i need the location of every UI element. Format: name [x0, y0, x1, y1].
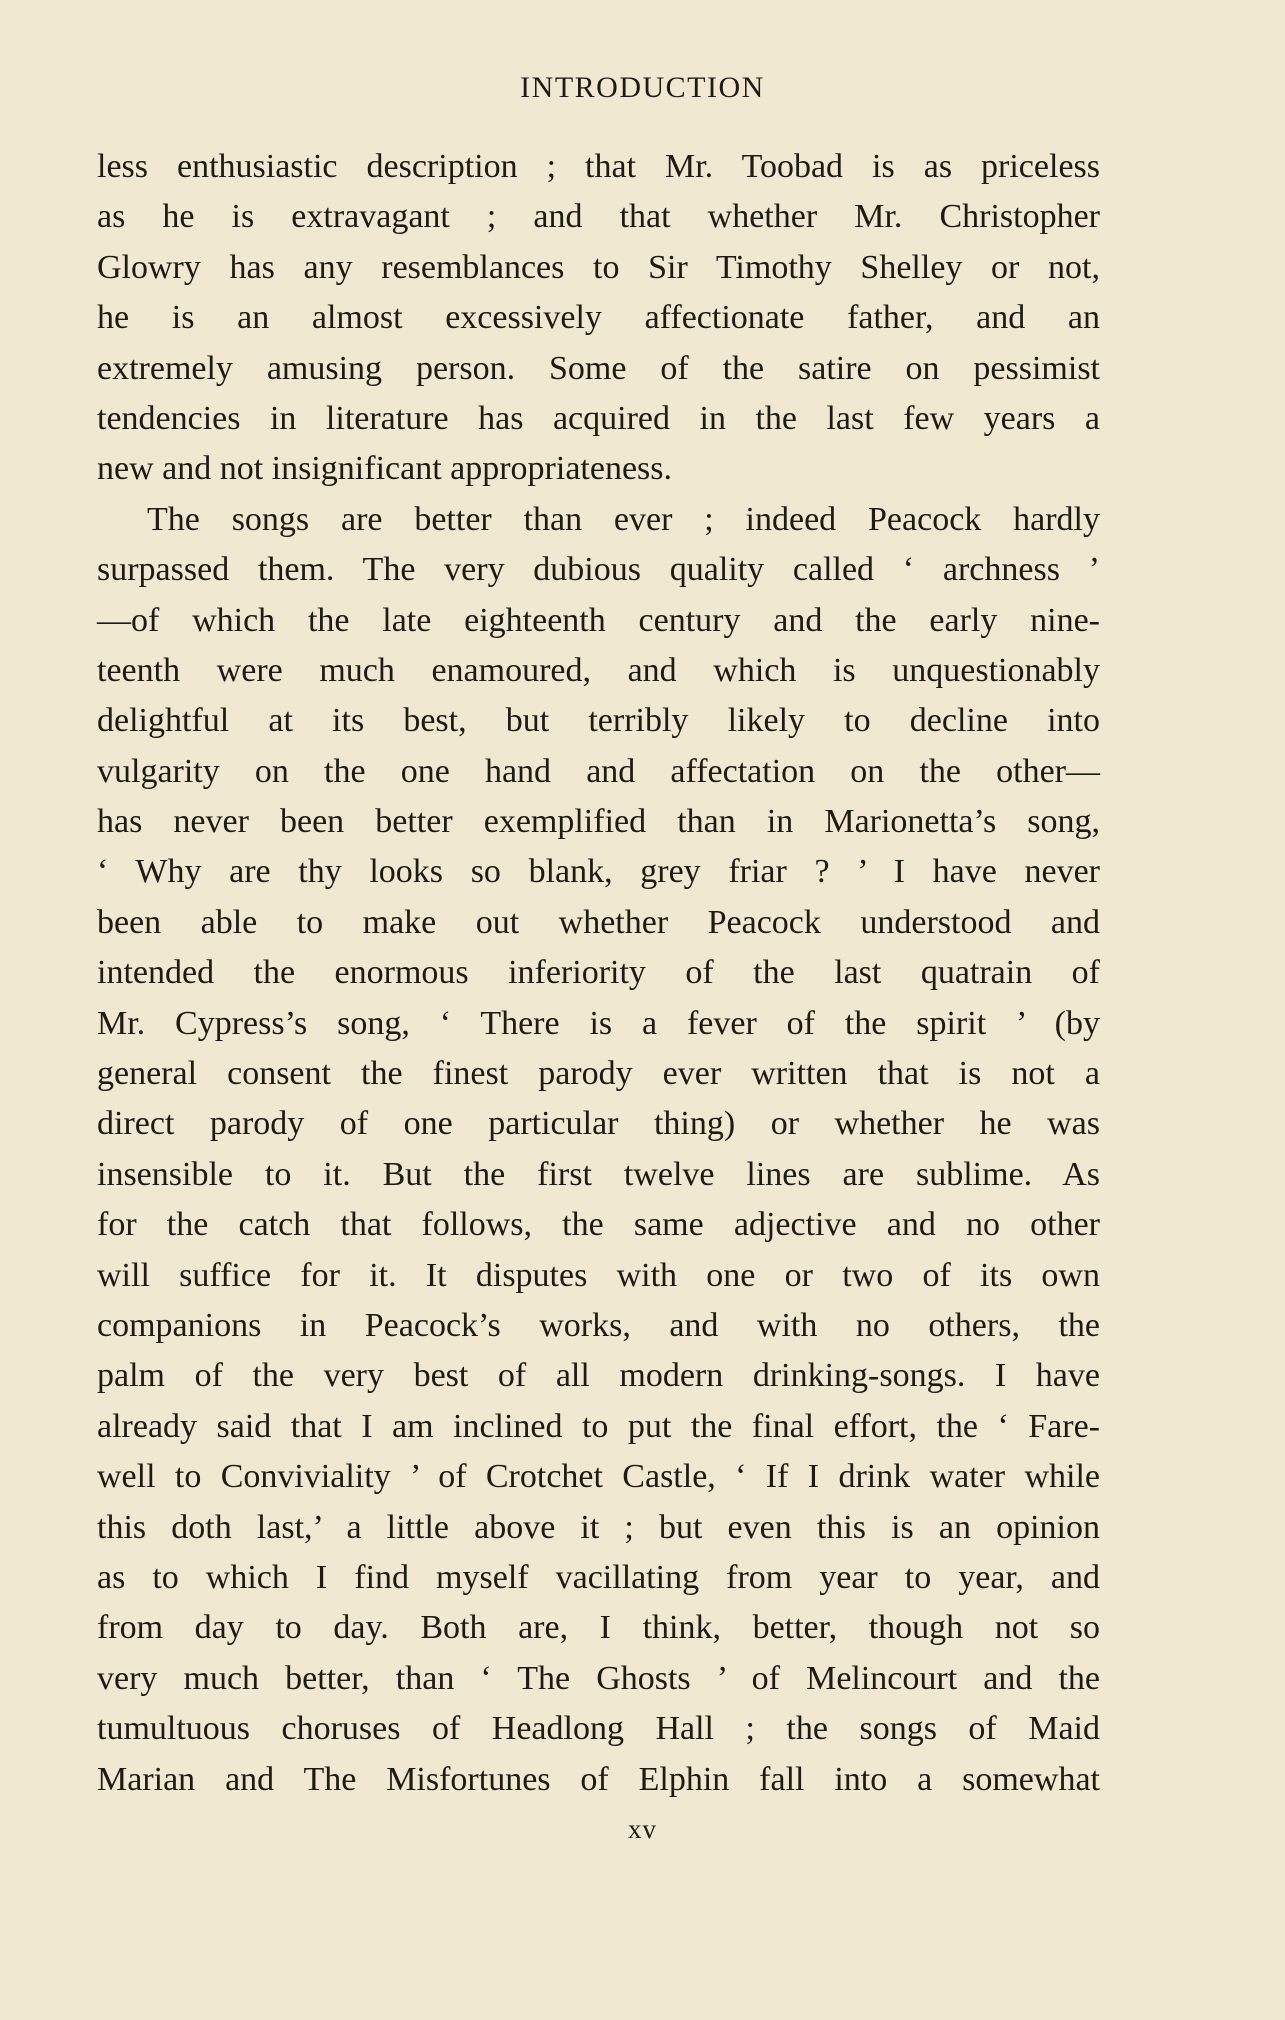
text-line: has never been better exemplified than in Marionetta’s song,	[97, 803, 1100, 841]
text-line: he is an almost excessively affectionate father, and an	[97, 299, 1100, 337]
text-line: extremely amusing person. Some of the satire on pessimist	[97, 349, 1100, 387]
text-line: direct parody of one particular thing) or whether he was	[97, 1105, 1100, 1143]
text-line: been able to make out whether Peacock understood and	[97, 903, 1100, 941]
text-line: Marian and The Misfortunes of Elphin fall into a somewhat	[97, 1760, 1100, 1798]
page-number: xv	[628, 1814, 657, 1844]
text-line: tumultuous choruses of Headlong Hall ; the songs of Maid	[97, 1710, 1100, 1748]
text-line: —of which the late eighteenth century and the early nine-	[97, 601, 1100, 639]
text-line: will suffice for it. It disputes with one or two of its own	[97, 1256, 1100, 1294]
text-line: less enthusiastic description ; that Mr. Toobad is as priceless	[97, 148, 1100, 185]
text-line: intended the enormous inferiority of the last quatrain of	[97, 954, 1100, 992]
text-line: Glowry has any resemblances to Sir Timothy Shelley or not,	[97, 248, 1100, 286]
text-line: general consent the finest parody ever written that is not a	[97, 1055, 1100, 1093]
text-line: Mr. Cypress’s song, ‘ There is a fever of the spirit ’ (by	[97, 1004, 1100, 1042]
text-line: for the catch that follows, the same adjective and no other	[97, 1206, 1100, 1244]
text-line: already said that I am inclined to put the final effort, the ‘ Fare-	[97, 1407, 1100, 1445]
text-line: as to which I find myself vacillating from year to year, and	[97, 1558, 1100, 1596]
text-line: The songs are better than ever ; indeed Peacock hardly	[147, 500, 1100, 538]
text-line: insensible to it. But the first twelve lines are sublime. As	[97, 1155, 1100, 1193]
text-line: companions in Peacock’s works, and with no others, the	[97, 1306, 1100, 1344]
text-line: new and not insignificant appropriateness.	[97, 450, 673, 488]
text-line: surpassed them. The very dubious quality called ‘ archness ’	[97, 551, 1100, 589]
text-line: vulgarity on the one hand and affectation on the other—	[97, 752, 1100, 790]
text-line: delightful at its best, but terribly likely to decline into	[97, 702, 1100, 740]
body-text	[97, 142, 1100, 1805]
text-line: well to Conviviality ’ of Crotchet Castle, ‘ If I drink water while	[97, 1458, 1100, 1496]
text-line: ‘ Why are thy looks so blank, grey friar ? ’ I have never	[97, 853, 1100, 891]
text-line: palm of the very best of all modern drinking-songs. I have	[97, 1357, 1100, 1395]
text-line: teenth were much enamoured, and which is unquestionably	[97, 651, 1100, 689]
text-line: from day to day. Both are, I think, better, though not so	[97, 1609, 1100, 1647]
text-line: as he is extravagant ; and that whether Mr. Christopher	[97, 198, 1100, 236]
running-head: INTRODUCTION	[520, 71, 765, 104]
text-line: very much better, than ‘ The Ghosts ’ of Melincourt and the	[97, 1659, 1100, 1697]
text-line: tendencies in literature has acquired in the last few years a	[97, 399, 1100, 437]
text-line: this doth last,’ a little above it ; but even this is an opinion	[97, 1508, 1100, 1546]
